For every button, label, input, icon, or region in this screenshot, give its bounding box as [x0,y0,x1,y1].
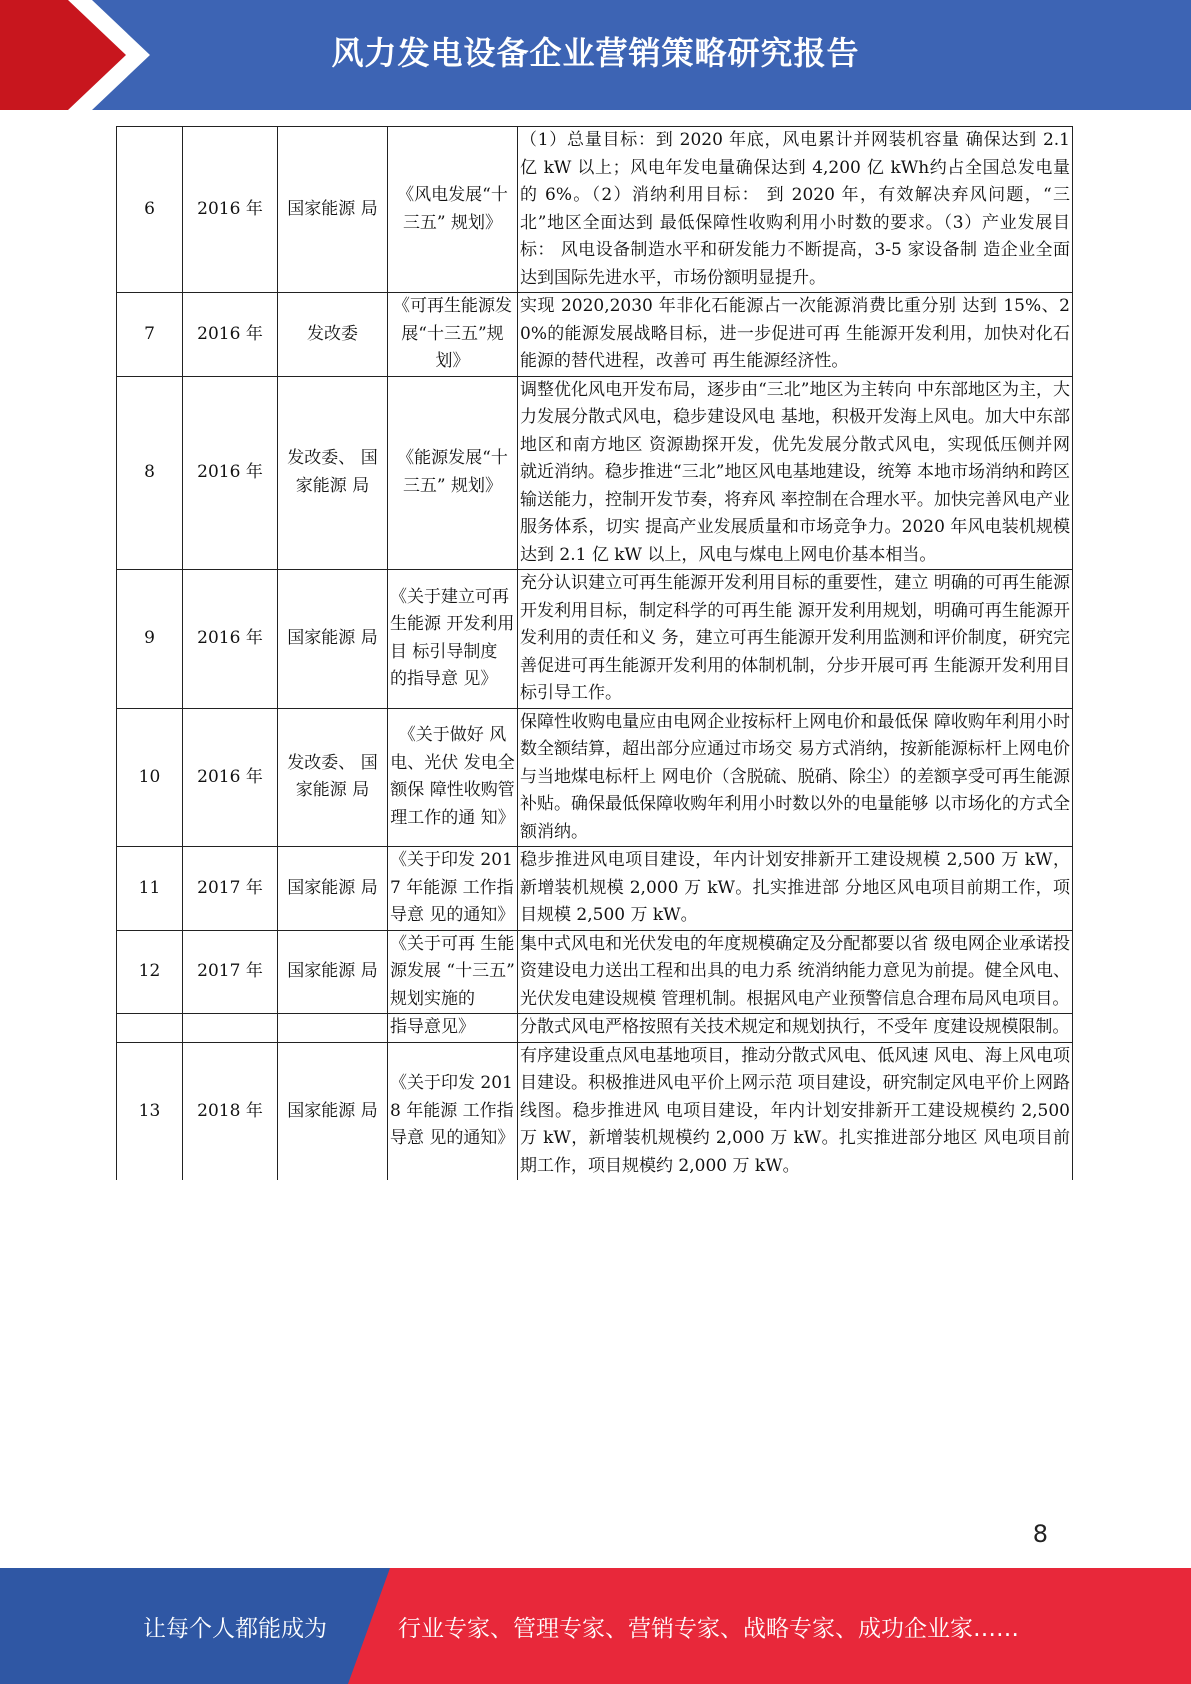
row-content: 稳步推进风电项目建设，年内计划安排新开工建设规模 2,500 万 kW，新增装机规模 2,000 万 kW。扎实推进部 分地区风电项目前期工作，项目规模 2,500 万 kW。 [518,847,1073,931]
footer-slogan-right: 行业专家、管理专家、营销专家、战略专家、成功企业家…… [398,1616,1019,1642]
row-number: 7 [117,293,183,377]
row-content: （1）总量目标：到 2020 年底，风电累计并网装机容量 确保达到 2.1 亿 kW 以上；风电年发电量确保达到 4,200 亿 kWh约占全国总发电量的 6%。（2）消纳利用目标： 到 2020 年，有效解决弃风问题，“三北”地区全面达到 最低保障性收购利用小时数的要求。（3）产业发展目标： 风电设备制造水平和研发能力不断提高，3-5 家设备制 造企业全面达到国际先进水平，市场份额明显提升。 [518,127,1073,293]
table-row [117,293,1073,377]
row-content: 调整优化风电开发布局，逐步由“三北”地区为主转向 中东部地区为主，大力发展分散式风电，稳步建设风电 基地，积极开发海上风电。加大中东部地区和南方地区 资源勘探开发，优先发展分散式风电，实现低压侧并网 就近消纳。稳步推进“三北”地区风电基地建设，统筹 本地市场消纳和跨区输送能力，控制开发节奏，将弃风 率控制在合理水平。加快完善风电产业服务体系，切实 提高产业发展质量和市场竞争力。2020 年风电装机规模 达到 2.1 亿 kW 以上，风电与煤电上网电价基本相当。 [518,376,1073,570]
row-number: 11 [117,847,183,931]
row-number: 10 [117,708,183,847]
row-content: 实现 2020,2030 年非化石能源占一次能源消费比重分别 达到 15%、20%的能源发展战略目标，进一步促进可再 生能源开发利用，加快对化石能源的替代进程，改善可 再生能源经济性。 [518,293,1073,377]
row-number: 9 [117,570,183,709]
row-number: 12 [117,930,183,1014]
page-title: 风力发电设备企业营销策略研究报告 [331,34,860,72]
row-document: 《关于做好 风电、光伏 发电全额保 障性收购管 理工作的通 知》 [388,708,518,847]
row-document: 《关于印发 2018 年能源 工作指导意 见的通知》 [388,1042,518,1180]
row-year: 2016 年 [183,293,278,377]
footer-slogan-left: 让每个人都能成为 [143,1616,327,1642]
row-year: 2016 年 [183,708,278,847]
row-year: 2017 年 [183,847,278,931]
row-department: 国家能源 局 [278,847,388,931]
row-document: 《风电发展“十三五” 规划》 [388,127,518,293]
row-document: 《能源发展“十三五” 规划》 [388,376,518,570]
row-content: 充分认识建立可再生能源开发利用目标的重要性，建立 明确的可再生能源开发利用目标，制定科学的可再生能 源开发利用规划，明确可再生能源开发利用的责任和义 务，建立可再生能源开发利用监测和评价制度，研究完 善促进可再生能源开发利用的体制机制，分步开展可再 生能源开发利用目标引导工作。 [518,570,1073,709]
row-content: 保障性收购电量应由电网企业按标杆上网电价和最低保 障收购年利用小时数全额结算，超出部分应通过市场交 易方式消纳，按新能源标杆上网电价与当地煤电标杆上 网电价（含脱硫、脱硝、除尘）的差额享受可再生能源 补贴。确保最低保障收购年利用小时数以外的电量能够 以市场化的方式全额消纳。 [518,708,1073,847]
row-number: 6 [117,127,183,293]
row-document: 《关于可再 生能源发展 “十三五” 规划实施的 [388,930,518,1014]
row-document: 《可再生能源发展“十三五”规 划》 [388,293,518,377]
row-number [117,1014,183,1043]
table-row [117,1042,1073,1180]
row-content: 集中式风电和光伏发电的年度规模确定及分配都要以省 级电网企业承诺投资建设电力送出工程和出具的电力系 统消纳能力意见为前提。健全风电、光伏发电建设规模 管理机制。根据风电产业预警信息合理布局风电项目。 [518,930,1073,1014]
table-row [117,708,1073,847]
row-document: 指导意见》 [388,1014,518,1043]
row-number: 13 [117,1042,183,1180]
row-department: 发改委、 国家能源 局 [278,376,388,570]
table-row [117,930,1073,1014]
row-department: 国家能源 局 [278,930,388,1014]
table-row [117,570,1073,709]
row-document: 《关于建立可再生能源 开发利用目 标引导制度 的指导意 见》 [388,570,518,709]
row-department [278,1014,388,1043]
row-department: 发改委 [278,293,388,377]
row-document: 《关于印发 2017 年能源 工作指导意 见的通知》 [388,847,518,931]
row-year: 2016 年 [183,376,278,570]
row-content: 有序建设重点风电基地项目，推动分散式风电、低风速 风电、海上风电项目建设。积极推进风电平价上网示范 项目建设，研究制定风电平价上网路线图。稳步推进风 电项目建设，年内计划安排新开工建设规模约 2,500 万 kW，新增装机规模约 2,000 万 kW。扎实推进部分地区 风电项目前期工作，项目规模约 2,000 万 kW。 [518,1042,1073,1180]
row-department: 国家能源 局 [278,570,388,709]
table-row [117,127,1073,293]
row-content: 分散式风电严格按照有关技术规定和规划执行，不受年 度建设规模限制。 [518,1014,1073,1043]
page-number: 8 [1032,1520,1048,1548]
table-row [117,847,1073,931]
row-year: 2018 年 [183,1042,278,1180]
row-department: 国家能源 局 [278,1042,388,1180]
table-row [117,376,1073,570]
row-year [183,1014,278,1043]
row-department: 国家能源 局 [278,127,388,293]
row-department: 发改委、 国家能源 局 [278,708,388,847]
row-year: 2016 年 [183,570,278,709]
row-year: 2017 年 [183,930,278,1014]
page-header [0,0,1191,110]
page-footer [0,1568,1191,1684]
table-row [117,1014,1073,1043]
policy-table-wrapper [116,126,1073,1180]
row-number: 8 [117,376,183,570]
row-year: 2016 年 [183,127,278,293]
policy-table [116,126,1073,1180]
